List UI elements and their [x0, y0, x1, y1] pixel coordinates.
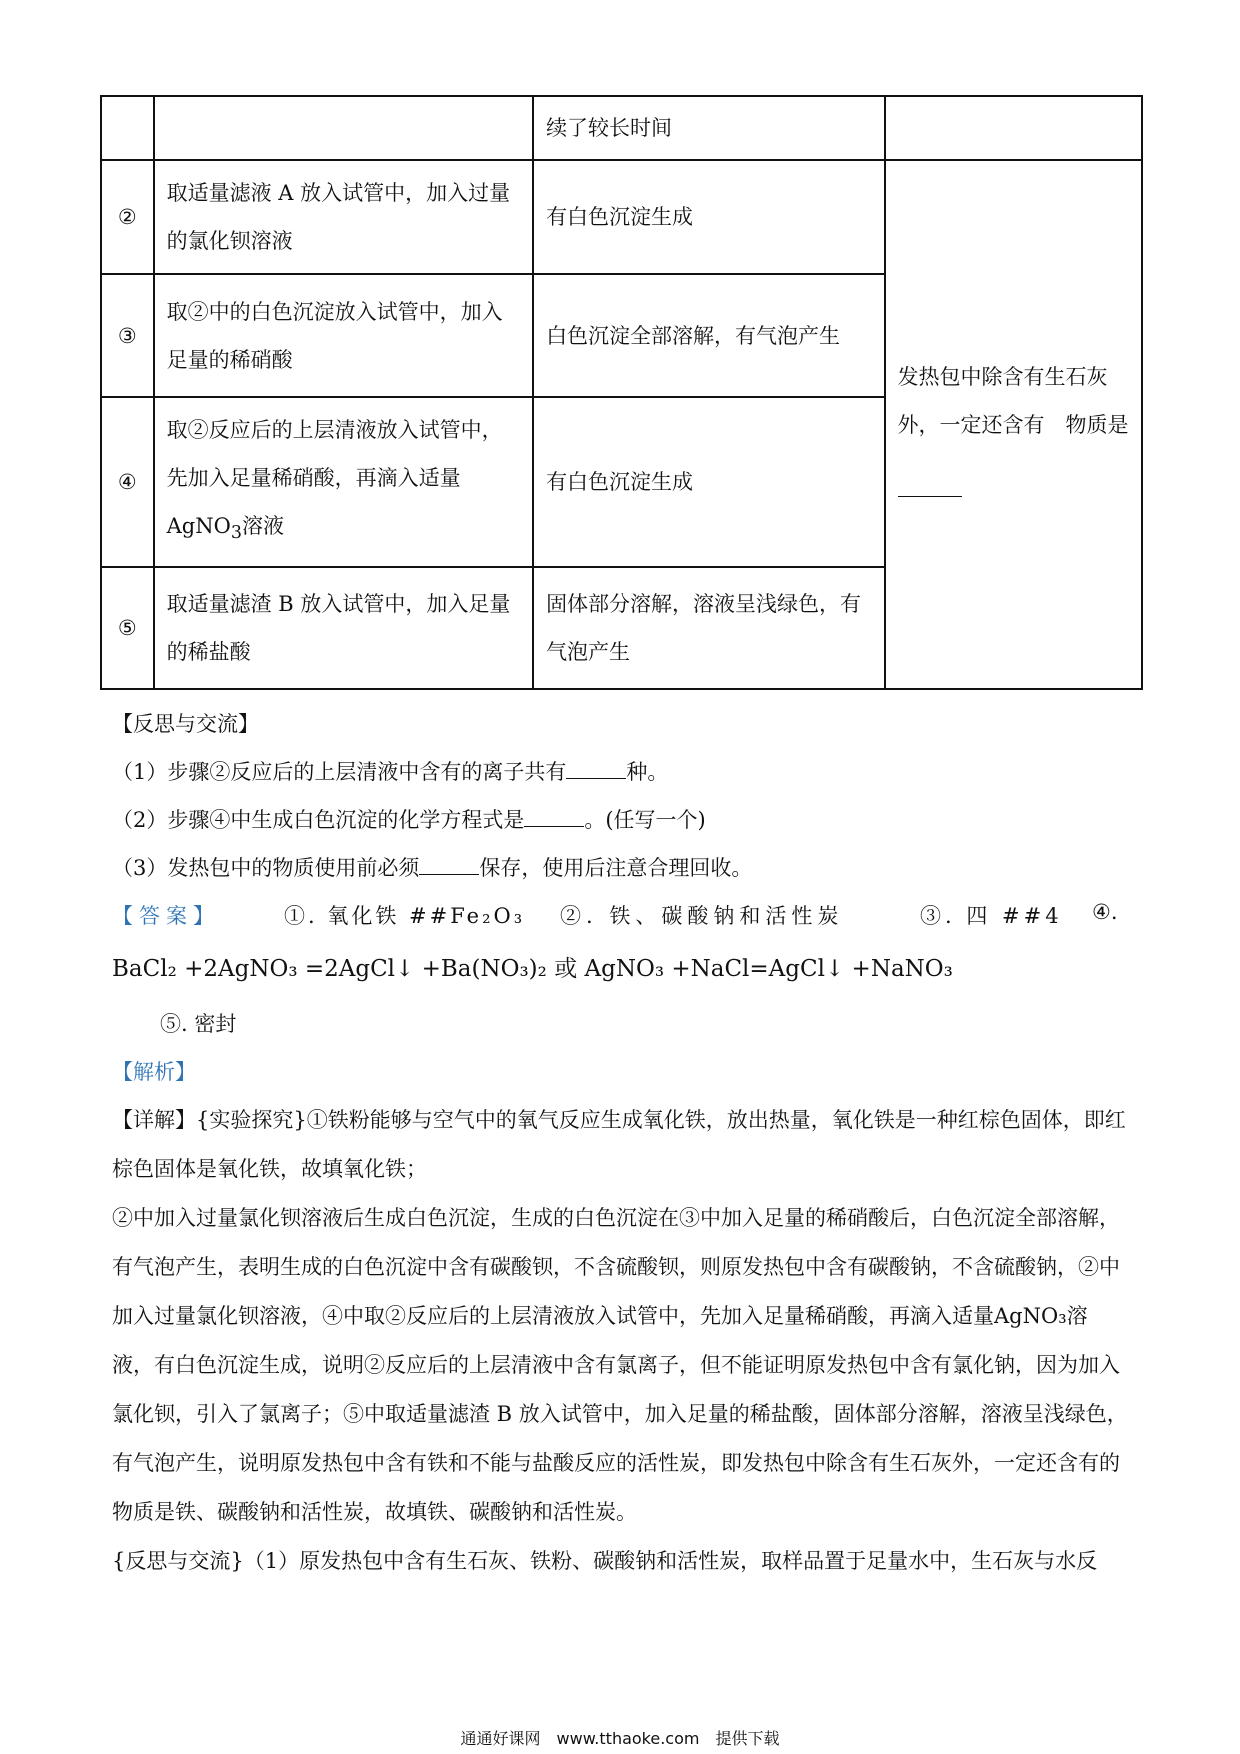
question-3: （3）发热包中的物质使用前必须 保存，使用后注意合理回收。 — [112, 856, 753, 880]
analysis-paragraph: ②中加入过量氯化钡溶液后生成白色沉淀，生成的白色沉淀在③中加入足量的稀硝酸后，白色沉淀全部溶解，有气泡产生，表明生成的白色沉淀中含有碳酸钡，不含硫酸钡，则原发热包中含有碳酸钠，不含硫酸钠，②中加入过量氯化钡溶液，④中取②反应后的上层清液放入试管中，先加入足量稀硝酸，再滴入适量AgNO₃溶液，有白色沉淀生成，说明②反应后的上层清液中含有氯离子，但不能证明原发热包中含有氯化钠，因为加入氯化钡，引入了氯离子；⑤中取适量滤渣 B 放入试管中，加入足量的稀盐酸，固体部分溶解，溶液呈浅绿色，有气泡产生，说明原发热包中含有铁和不能与盐酸反应的活性炭，即发热包中除含有生石灰外，一定还含有的物质是铁、碳酸钠和活性炭，故填铁、碳酸钠和活性炭。 — [112, 1206, 1128, 1524]
phenomenon-cell: 白色沉淀全部溶解，有气泡产生 — [533, 274, 884, 397]
table-row — [101, 96, 1142, 160]
footer: 通通好课网 www.tthaoke.com 提供下载 — [460, 1729, 780, 1748]
answer-label: 【答案】 — [112, 904, 220, 928]
operation-text: 溶液 — [241, 514, 284, 539]
answer-1: ①. 氧化铁 ##Fe₂O₃ — [284, 904, 526, 928]
step-number: ⑤ — [101, 567, 154, 689]
conclusion-cell — [885, 160, 1142, 689]
step-number — [101, 96, 154, 160]
answer-4: ④. — [1092, 900, 1118, 924]
question-1: （1）步骤②反应后的上层清液中含有的离子共有 种。 — [112, 760, 669, 784]
question-2: （2）步骤④中生成白色沉淀的化学方程式是 。(任写一个) — [112, 808, 706, 832]
phenomenon-cell: 固体部分溶解，溶液呈浅绿色，有气泡产生 — [533, 567, 884, 689]
step-number: ③ — [101, 274, 154, 397]
answer-5: ⑤. 密封 — [160, 1012, 237, 1036]
table-row — [101, 160, 1142, 274]
operation-cell: 取②中的白色沉淀放入试管中，加入足量的稀硝酸 — [154, 274, 533, 397]
conclusion-cell — [885, 96, 1142, 160]
analysis-paragraph: 【详解】{实验探究}①铁粉能够与空气中的氧气反应生成氧化铁，放出热量，氧化铁是一种红棕色固体，即红棕色固体是氧化铁，故填氧化铁； — [112, 1108, 1126, 1181]
operation-text: 取②反应后的上层清液放入试管中，先加入足量稀硝酸，再滴入适量 AgNO — [166, 418, 503, 539]
operation-cell — [154, 397, 533, 567]
subscript: 3 — [230, 523, 242, 544]
answer-blank — [524, 808, 584, 827]
answer-blank — [419, 856, 479, 875]
operation-cell — [154, 96, 533, 160]
step-number: ④ — [101, 397, 154, 567]
analysis-label: 【解析】 — [112, 1060, 196, 1084]
experiment-table — [100, 95, 1143, 690]
answer-blank — [566, 760, 626, 779]
answer-blank — [898, 468, 962, 497]
phenomenon-cell: 有白色沉淀生成 — [533, 397, 884, 567]
conclusion-text: 发热包中除含有生石灰外，一定还含有 物质是 — [897, 364, 1129, 437]
operation-cell: 取适量滤渣 B 放入试管中，加入足量的稀盐酸 — [154, 567, 533, 689]
answer-2: ②. 铁、碳酸钠和活性炭 — [560, 904, 844, 928]
reflect-heading: 【反思与交流】 — [112, 712, 259, 736]
phenomenon-cell: 续了较长时间 — [533, 96, 884, 160]
operation-cell: 取适量滤液 A 放入试管中，加入过量的氯化钡溶液 — [154, 160, 533, 274]
step-number: ② — [101, 160, 154, 274]
answer-3: ③. 四 ##4 — [920, 904, 1063, 928]
analysis-paragraph: {反思与交流}（1）原发热包中含有生石灰、铁粉、碳酸钠和活性炭，取样品置于足量水中，生石灰与水反 — [112, 1549, 1098, 1573]
phenomenon-cell: 有白色沉淀生成 — [533, 160, 884, 274]
chemical-equation: BaCl₂ +2AgNO₃ =2AgCl↓ +Ba(NO₃)₂ 或 AgNO₃ +NaCl=AgCl↓ +NaNO₃ — [112, 956, 953, 982]
